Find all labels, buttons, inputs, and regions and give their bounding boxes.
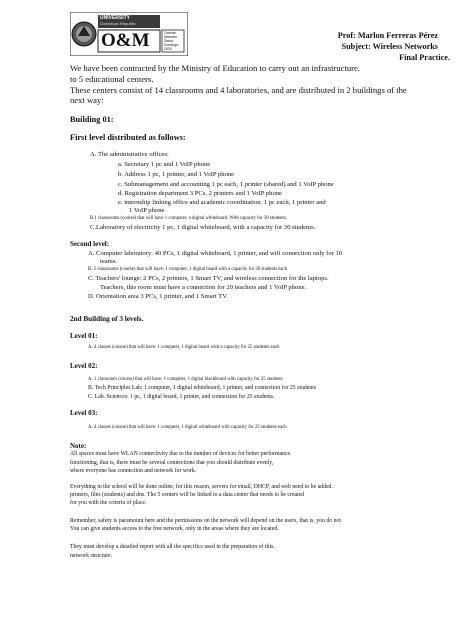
building2-title: 2nd Building of 3 levels. xyxy=(70,315,144,323)
logo-side-line: 2020 xyxy=(164,47,172,52)
header-subject: Subject: Wireless Networks xyxy=(341,42,438,51)
logo-side-line: Domingo xyxy=(164,43,179,48)
logo-side-line: Santo xyxy=(164,39,174,44)
university-logo xyxy=(70,12,188,56)
intro-line: We have been contracted by the Ministry of Education to carry out an infrastructure. xyxy=(70,63,360,73)
level1-title: Level 01: xyxy=(70,332,98,340)
second-level-item: teams. xyxy=(100,258,118,265)
logo-sub-text: Dominican Republic xyxy=(100,21,136,26)
note-line: for you with the criteria of place. xyxy=(70,500,147,506)
admin-sub-item: e. internship linking office and academic coordination. 1 pc each, 1 printer and xyxy=(118,199,326,206)
second-level-item: A. Computer laboratory: 40 PCs, 1 digital whiteboard, 1 printer, and wifi connection only for 10 xyxy=(88,250,343,257)
electricity-lab-line: C.Laboratory of electricity 1 pc, 1 digital whiteboard, with a capacity for 30 students. xyxy=(90,224,316,231)
level2-item: B. Tech Principles Lab: 1 computer, 1 digital whiteboard, 1 printer, and connection for 25 students xyxy=(88,385,317,391)
header-professor: Prof: Marlon Ferreras Pérez xyxy=(337,31,438,40)
header-practice: Final Practice. xyxy=(399,53,450,62)
admin-sub-item: d. Registration department 3 PCs, 2 printers and 1 VoIP phone xyxy=(118,190,282,197)
first-level-title: First level distributed as follows: xyxy=(70,133,186,142)
second-level-item: D. Orientation area 3 PCs, 1 printer, and 1 Smart TV. xyxy=(88,293,228,300)
building1-title: Building 01: xyxy=(70,115,114,124)
note-line: printers, files (students) and dns. The 5 centers will be linked to a data center that needs to be created xyxy=(70,492,305,498)
note-line: Everything in the school will be done online, for this reason, servers for email, DHCP, and web need to be added. xyxy=(70,484,333,490)
admin-item: A. The administrative offices: xyxy=(90,151,169,158)
level2-item: A. 1 classroom (course) that will have: 1 computer, 1 digital blackboard with capacity for 25 students xyxy=(88,377,283,382)
logo-side-line: Oriente xyxy=(164,31,176,35)
admin-sub-item: b. Address 1 pc, 1 printer, and 1 VoIP phone xyxy=(118,171,235,178)
logo-side-line: Maestro xyxy=(164,35,177,40)
intro-line: next way: xyxy=(70,95,104,105)
level3-title: Level 03: xyxy=(70,409,98,417)
note-line: They must develop a detailed report with all the specifics used in the preparation of this. xyxy=(70,544,275,550)
level2-title: Level 02: xyxy=(70,362,98,370)
note-line: where everyone has connection and network for work. xyxy=(70,468,197,474)
second-level-item: C. Teachers' lounge: 2 PCs, 2 printers, 1 Smart TV, and wireless connection for the laptops. xyxy=(88,275,329,282)
classrooms-line: B.1 classrooms (course) that will have 1 computer, a digital whiteboard. With capacity for 30 students. xyxy=(90,216,287,221)
intro-line: to 5 educational centers. xyxy=(70,74,154,84)
note-title: Note: xyxy=(70,442,87,450)
admin-sub-item: a. Secretary 1 pc and 1 VoIP phone xyxy=(118,161,211,168)
note-line: Remember, safety is paramount here and the permissions on the network will depend on the users, that is, you do not xyxy=(70,518,342,524)
level2-item: C. Lab. Sciences: 1 pc, 1 digital board, 1 printer, and connection for 25 students. xyxy=(88,394,275,400)
level1-item: A. 4 classes (course) that will have: 1 computer, 1 digital board with a capacity for 25 students each xyxy=(88,345,280,350)
logo-brand: O&M xyxy=(101,30,150,51)
logo-side-text xyxy=(164,31,178,51)
admin-sub-item: 1 VoIP phone xyxy=(129,207,165,214)
note-line: You can give students access to the free network, only in the areas where they are located. xyxy=(70,526,279,532)
note-line: network structure. xyxy=(70,553,113,559)
level3-item: A. 4 classes (course) that will have: 1 computer, 1 digital whiteboard with capacity for 25 students each xyxy=(88,425,287,430)
second-level-item: Teachers, this room must have a connection for 20 teachers and 1 VoIP phone. xyxy=(100,284,307,291)
note-line: All spaces must have WLAN connectivity due to the number of devices for better performance. xyxy=(70,451,292,457)
second-level-item: B. 2 classrooms (course) that will have: 1 computer, 1 digital board with a capacity for 30 students each xyxy=(88,267,288,272)
logo-university-text: UNIVERSITY xyxy=(100,15,131,21)
admin-sub-item: c. Submanagement and accounting 1 pc each, 1 printer (shared) and 1 VoIP phone xyxy=(118,181,334,188)
note-line: functioning, that is, there must be several connections that you should distribute evenly, xyxy=(70,460,274,466)
second-level-title: Second level: xyxy=(70,240,110,248)
intro-line: These centers consist of 14 classrooms and 4 laboratories, and are distributed in 2 buildings of the xyxy=(70,85,407,95)
